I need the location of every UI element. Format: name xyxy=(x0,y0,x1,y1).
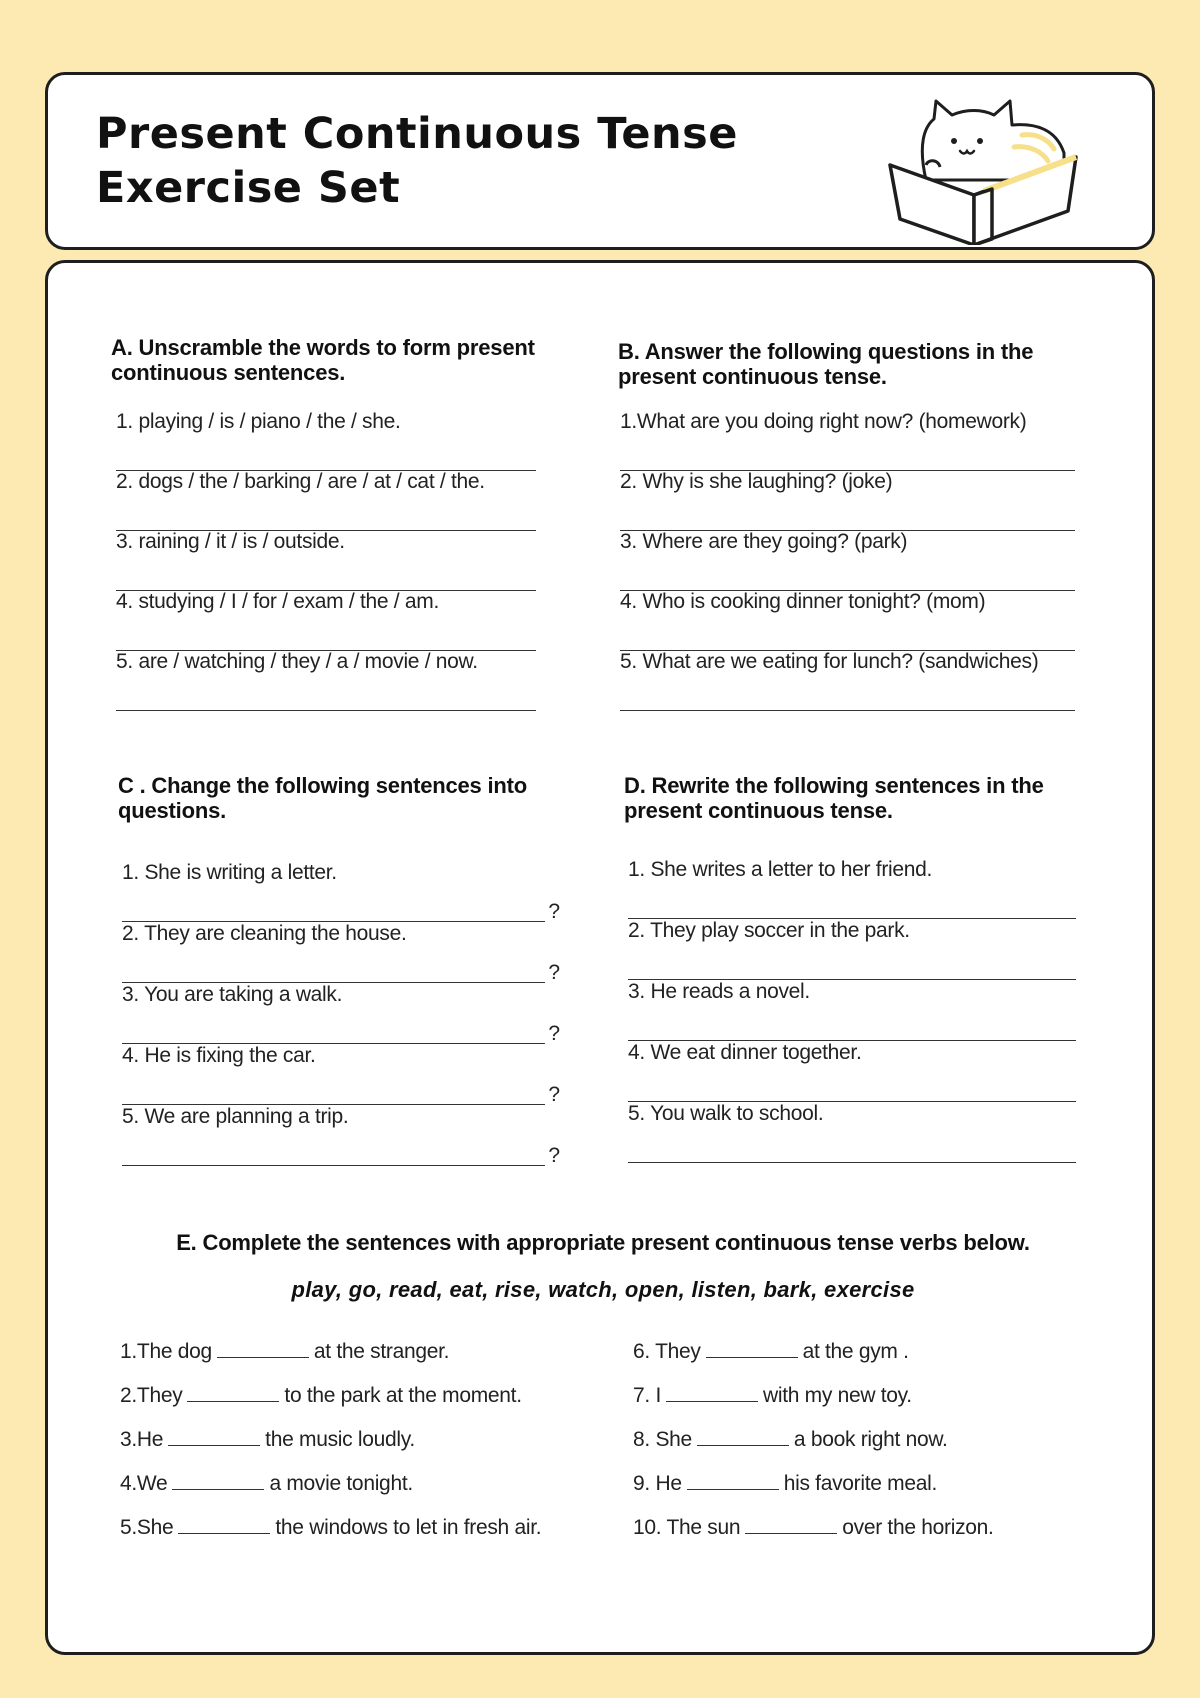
list-item xyxy=(628,1040,1076,1100)
answer-line[interactable] xyxy=(122,1024,560,1044)
answer-line[interactable] xyxy=(628,1143,1076,1163)
sentence-end: over the horizon. xyxy=(842,1516,994,1539)
answer-line[interactable] xyxy=(116,691,536,711)
header-card xyxy=(45,72,1155,250)
section-c-title: C . Change the following sentences into questions. xyxy=(118,773,528,823)
word-bank: play, go, read, eat, rise, watch, open, listen, bark, exercise xyxy=(291,1277,915,1302)
sentence-end: with my new toy. xyxy=(762,1384,912,1407)
list-item xyxy=(633,1383,912,1409)
answer-line[interactable] xyxy=(116,451,536,471)
section-b-list xyxy=(620,409,1075,709)
section-e-title: E. Complete the sentences with appropriate present continuous tense verbs below. xyxy=(176,1230,1030,1255)
answer-line[interactable] xyxy=(116,511,536,531)
list-item xyxy=(122,860,560,923)
page-title: Present Continuous Tense xyxy=(96,109,738,159)
list-item xyxy=(628,857,1076,917)
sentence-start: 9. He xyxy=(633,1472,682,1495)
question-text: 5. You walk to school. xyxy=(628,1102,824,1125)
section-b-title: B. Answer the following questions in the present continuous tense. xyxy=(618,339,1034,389)
answer-line[interactable] xyxy=(122,1085,560,1105)
question-mark: ? xyxy=(548,1144,560,1167)
sentence-end: his favorite meal. xyxy=(783,1472,938,1495)
sentence-end: the music loudly. xyxy=(265,1428,415,1451)
sentence-start: 5.She xyxy=(120,1516,174,1539)
section-d-title: D. Rewrite the following sentences in the present continuous tense. xyxy=(624,773,1044,823)
question-text: 4. studying / I / for / exam / the / am. xyxy=(116,590,439,613)
cat-reading-book-icon xyxy=(886,95,1136,245)
answer-line[interactable] xyxy=(628,960,1076,980)
question-mark: ? xyxy=(548,961,560,984)
sentence-start: 8. She xyxy=(633,1428,692,1451)
list-item xyxy=(120,1471,413,1497)
question-text: 5. What are we eating for lunch? (sandwiches) xyxy=(620,650,1039,673)
fill-blank[interactable] xyxy=(168,1427,260,1446)
question-text: 3. Where are they going? (park) xyxy=(620,530,908,553)
sentence-start: 7. I xyxy=(633,1384,661,1407)
answer-line[interactable] xyxy=(628,1021,1076,1041)
section-d-list xyxy=(628,857,1076,1157)
fill-blank[interactable] xyxy=(706,1339,798,1358)
list-item xyxy=(633,1339,909,1365)
question-text: 5. are / watching / they / a / movie / now. xyxy=(116,650,478,673)
list-item xyxy=(122,1104,560,1167)
answer-line[interactable] xyxy=(122,963,560,983)
list-item xyxy=(628,979,1076,1039)
answer-line[interactable] xyxy=(122,1146,560,1166)
list-item xyxy=(628,918,1076,978)
section-c-list xyxy=(122,860,560,1167)
list-item xyxy=(116,529,536,589)
page-subtitle: Exercise Set xyxy=(96,163,401,213)
fill-blank[interactable] xyxy=(697,1427,789,1446)
question-mark: ? xyxy=(548,1083,560,1106)
list-item xyxy=(633,1515,994,1541)
answer-line[interactable] xyxy=(122,902,560,922)
question-text: 3. He reads a novel. xyxy=(628,980,810,1003)
fill-blank[interactable] xyxy=(687,1471,779,1490)
exercise-card xyxy=(45,260,1155,1655)
question-text: 1. She writes a letter to her friend. xyxy=(628,858,933,881)
section-a-list xyxy=(116,409,536,709)
sentence-end: at the stranger. xyxy=(313,1340,450,1363)
list-item xyxy=(116,649,536,709)
answer-line[interactable] xyxy=(620,631,1075,651)
question-text: 5. We are planning a trip. xyxy=(122,1105,349,1128)
answer-line[interactable] xyxy=(628,899,1076,919)
question-text: 2. They are cleaning the house. xyxy=(122,922,407,945)
list-item xyxy=(620,529,1075,589)
sentence-start: 3.He xyxy=(120,1428,164,1451)
sentence-end: to the park at the moment. xyxy=(284,1384,522,1407)
answer-line[interactable] xyxy=(620,511,1075,531)
question-text: 1. She is writing a letter. xyxy=(122,861,337,884)
list-item xyxy=(116,409,536,469)
list-item xyxy=(120,1383,522,1409)
fill-blank[interactable] xyxy=(172,1471,264,1490)
question-text: 4. We eat dinner together. xyxy=(628,1041,862,1064)
sentence-end: a movie tonight. xyxy=(269,1472,413,1495)
fill-blank[interactable] xyxy=(666,1383,758,1402)
list-item xyxy=(120,1339,449,1365)
section-e-left-list xyxy=(120,1339,590,1559)
list-item xyxy=(633,1427,948,1453)
list-item xyxy=(122,1043,560,1106)
sentence-start: 2.They xyxy=(120,1384,183,1407)
fill-blank[interactable] xyxy=(217,1339,309,1358)
fill-blank[interactable] xyxy=(178,1515,270,1534)
question-text: 3. You are taking a walk. xyxy=(122,983,343,1006)
question-text: 2. They play soccer in the park. xyxy=(628,919,910,942)
section-e-right-list xyxy=(633,1339,1103,1559)
section-a-title: A. Unscramble the words to form present continuous sentences. xyxy=(111,335,535,385)
question-text: 4. Who is cooking dinner tonight? (mom) xyxy=(620,590,986,613)
answer-line[interactable] xyxy=(620,451,1075,471)
sentence-end: the windows to let in fresh air. xyxy=(275,1516,542,1539)
list-item xyxy=(628,1101,1076,1161)
list-item xyxy=(620,409,1075,469)
sentence-start: 4.We xyxy=(120,1472,168,1495)
answer-line[interactable] xyxy=(620,691,1075,711)
question-text: 2. dogs / the / barking / are / at / cat / the. xyxy=(116,470,485,493)
question-text: 2. Why is she laughing? (joke) xyxy=(620,470,893,493)
list-item xyxy=(633,1471,937,1497)
list-item xyxy=(620,649,1075,709)
answer-line[interactable] xyxy=(116,631,536,651)
fill-blank[interactable] xyxy=(187,1383,279,1402)
list-item xyxy=(120,1515,541,1541)
question-text: 3. raining / it / is / outside. xyxy=(116,530,345,553)
sentence-start: 6. They xyxy=(633,1340,701,1363)
sentence-start: 10. The sun xyxy=(633,1516,741,1539)
sentence-end: a book right now. xyxy=(793,1428,948,1451)
fill-blank[interactable] xyxy=(745,1515,837,1534)
answer-line[interactable] xyxy=(620,571,1075,591)
answer-line[interactable] xyxy=(628,1082,1076,1102)
sentence-start: 1.The dog xyxy=(120,1340,212,1363)
sentence-end: at the gym . xyxy=(802,1340,909,1363)
answer-line[interactable] xyxy=(116,571,536,591)
list-item xyxy=(620,589,1075,649)
list-item xyxy=(116,589,536,649)
list-item xyxy=(620,469,1075,529)
question-text: 1.What are you doing right now? (homework) xyxy=(620,410,1027,433)
list-item xyxy=(120,1427,415,1453)
question-mark: ? xyxy=(548,900,560,923)
list-item xyxy=(116,469,536,529)
list-item xyxy=(122,921,560,984)
question-text: 1. playing / is / piano / the / she. xyxy=(116,410,401,433)
question-mark: ? xyxy=(548,1022,560,1045)
question-text: 4. He is fixing the car. xyxy=(122,1044,316,1067)
list-item xyxy=(122,982,560,1045)
